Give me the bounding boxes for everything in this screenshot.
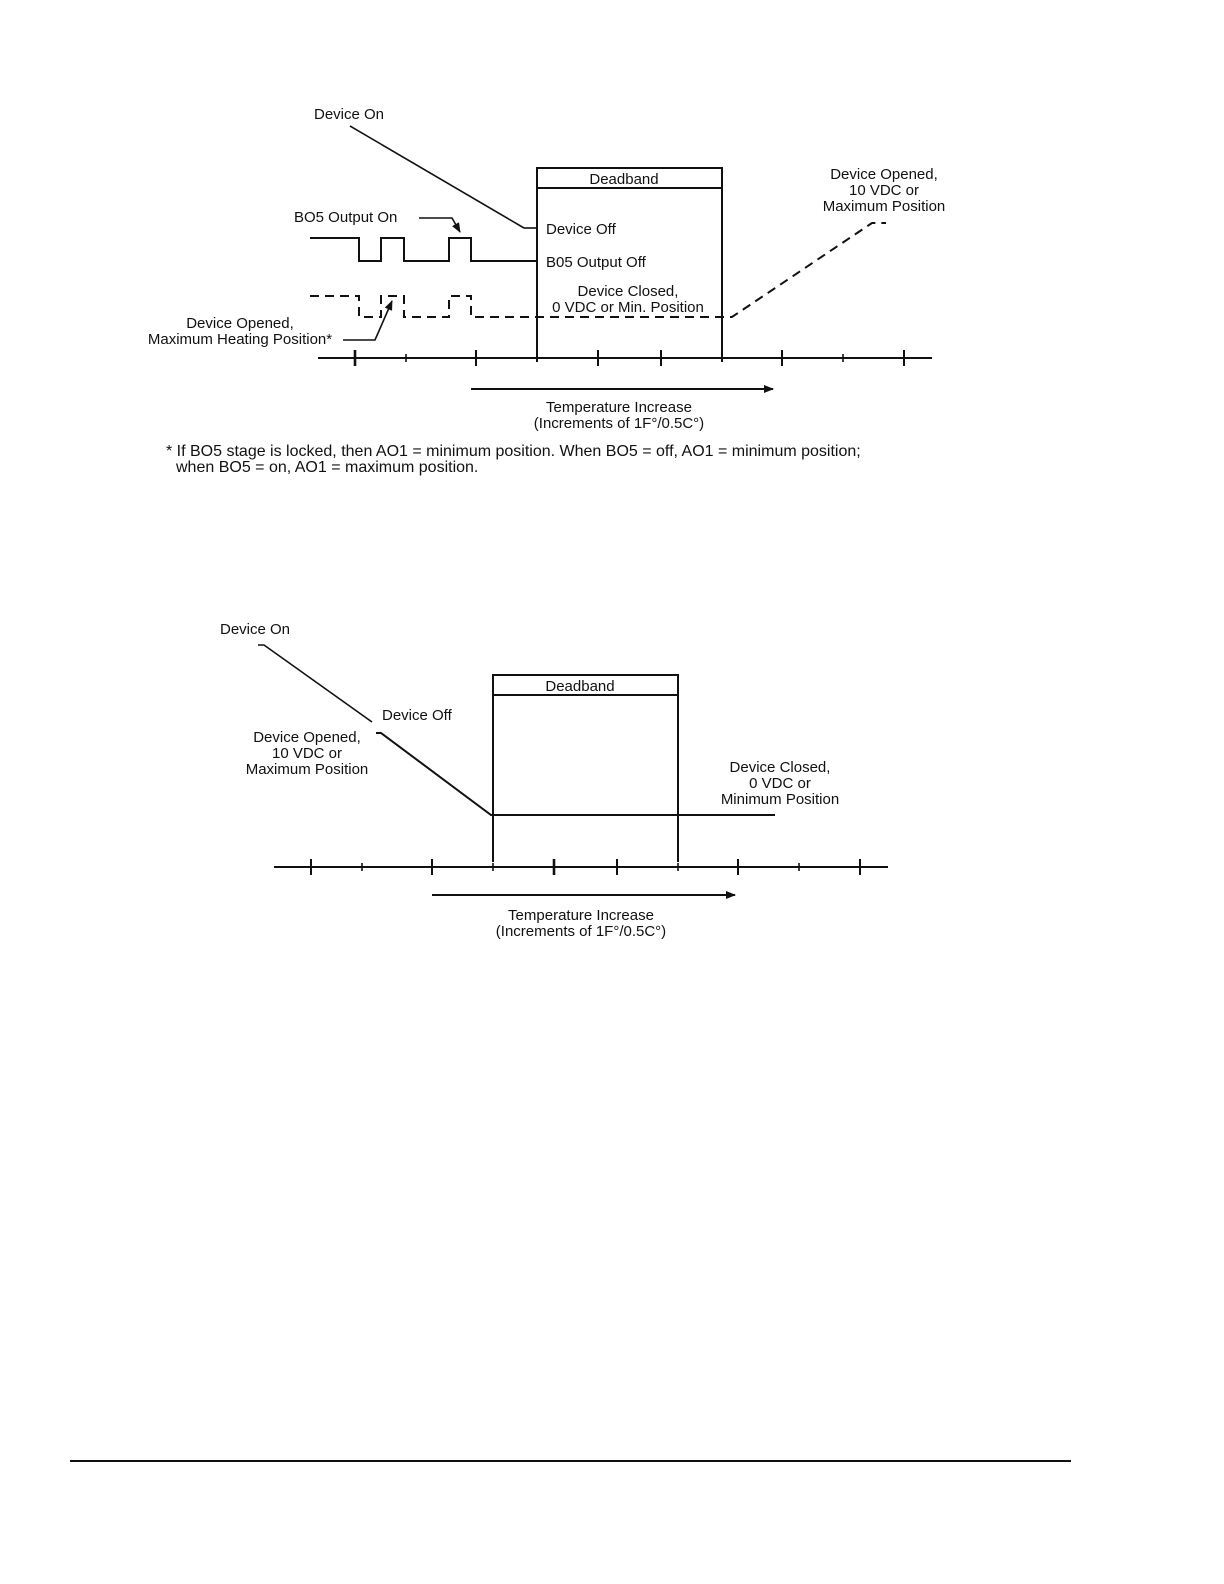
top-device-on-label: Device On xyxy=(314,106,385,123)
bottom-device-on-leader xyxy=(258,645,372,722)
top-b05-output-off-label: B05 Output Off xyxy=(546,254,646,271)
top-bo5-signal xyxy=(310,238,537,261)
bottom-output-signal xyxy=(376,733,775,815)
bottom-device-off-label: Device Off xyxy=(382,707,452,724)
top-device-closed-line1: Device Closed, xyxy=(577,283,679,300)
bottom-temp-increase-line1: Temperature Increase xyxy=(508,907,654,924)
top-device-opened-left-arrow xyxy=(343,301,392,340)
top-device-opened-right-line2: 10 VDC or xyxy=(848,182,920,199)
bottom-temp-increase-line2: (Increments of 1F°/0.5C°) xyxy=(495,923,667,940)
top-device-opened-right-line1: Device Opened, xyxy=(830,166,938,183)
bottom-device-opened-line3: Maximum Position xyxy=(245,761,369,778)
top-device-opened-left-line1: Device Opened, xyxy=(186,315,294,332)
bottom-device-closed-line3: Minimum Position xyxy=(720,791,840,808)
bottom-deadband-label: Deadband xyxy=(545,678,615,695)
top-diagram xyxy=(148,106,945,476)
top-deadband-label: Deadband xyxy=(589,171,659,188)
page-footer-rule xyxy=(70,1460,1071,1462)
top-footnote-line1: * If BO5 stage is locked, then AO1 = minimum position. When BO5 = off, AO1 = minimum position; xyxy=(166,443,861,460)
bottom-device-closed-line2: 0 VDC or xyxy=(749,775,811,792)
top-temp-increase-line2: (Increments of 1F°/0.5C°) xyxy=(533,415,705,432)
top-footnote-line2: when BO5 = on, AO1 = maximum position. xyxy=(176,459,479,476)
top-bo5-output-on-label: BO5 Output On xyxy=(294,209,398,226)
top-bo5-output-on-arrow xyxy=(419,218,460,232)
top-device-opened-right-line3: Maximum Position xyxy=(822,198,946,215)
top-device-closed-line2: 0 VDC or Min. Position xyxy=(552,299,704,316)
bottom-device-opened-line2: 10 VDC or xyxy=(271,745,343,762)
top-temp-increase-line1: Temperature Increase xyxy=(546,399,692,416)
bottom-device-opened-line1: Device Opened, xyxy=(253,729,361,746)
bottom-diagram xyxy=(220,621,888,940)
bottom-device-closed-line1: Device Closed, xyxy=(729,759,831,776)
top-device-opened-left-line2: Maximum Heating Position* xyxy=(147,331,333,348)
top-device-off-label: Device Off xyxy=(546,221,616,238)
bottom-device-on-label: Device On xyxy=(220,621,291,638)
